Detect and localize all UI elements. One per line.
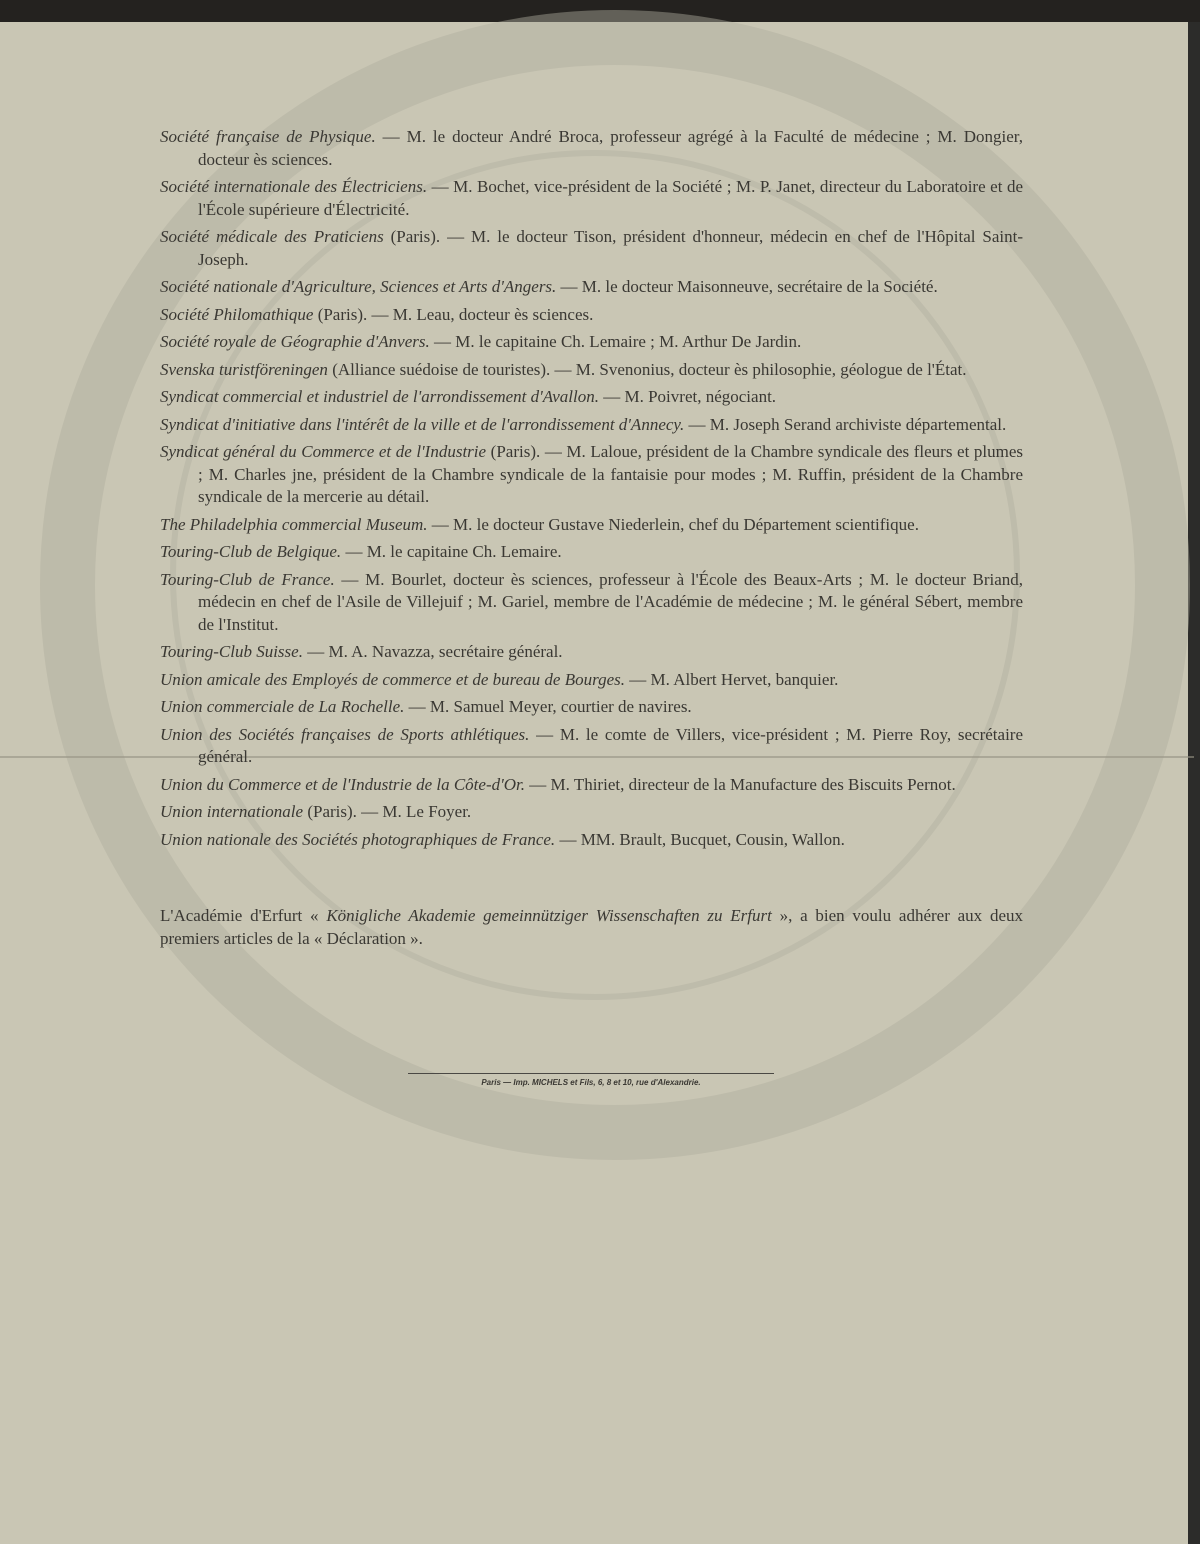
organization-name: Société royale de Géographie d'Anvers. (160, 332, 430, 351)
delegates-text: — M. A. Navazza, secrétaire général. (307, 642, 563, 661)
delegates-text: — M. Thiriet, directeur de la Manufacture des Biscuits Pernot. (529, 774, 956, 794)
list-item (160, 541, 1023, 564)
delegates-text: (Paris). — M. Leau, docteur ès sciences. (317, 304, 594, 324)
delegates-text: (Paris). — M. le docteur Tison, président d'honneur, médecin en chef de l'Hôpital Saint-Joseph. (198, 227, 1024, 269)
academy-name: Königliche Akademie gemeinnütziger Wissenschaften zu Erfurt (326, 906, 772, 925)
list-item (160, 304, 1023, 327)
member-list (160, 126, 1023, 950)
delegates-text: — M. Poivret, négociant. (603, 387, 777, 406)
delegates-text: — M. le capitaine Ch. Lemaire. (345, 542, 562, 561)
list-item (160, 359, 1023, 382)
list-item (160, 514, 1023, 537)
delegates-text: — M. Albert Hervet, banquier. (629, 669, 839, 689)
organization-name: Syndicat général du Commerce et de l'Industrie (160, 442, 487, 461)
list-item (160, 414, 1023, 437)
organization-name: Union commerciale de La Rochelle. (160, 697, 405, 716)
organization-name: Société Philomathique (160, 304, 314, 324)
organization-name: Svenska turistföreningen (160, 359, 328, 379)
list-item (160, 669, 1023, 692)
closing-text-end: », a bien voulu adhérer aux deux premiers articles de la « Déclaration ». (160, 906, 1023, 948)
delegates-text: — M. le comte de Villers, vice-président ; M. Pierre Roy, secrétaire général. (198, 724, 1023, 766)
organization-name: Touring-Club Suisse. (160, 642, 303, 661)
organization-name: Union nationale des Sociétés photographiques de France. (160, 829, 556, 849)
delegates-text: (Alliance suédoise de touristes). — M. Svenonius, docteur ès philosophie, géologue de l'État. (332, 359, 967, 379)
delegates-text: — M. le docteur Maisonneuve, secrétaire de la Société. (560, 277, 938, 296)
list-item (160, 126, 1023, 171)
list-item (160, 226, 1023, 271)
delegates-text: (Paris). — M. Laloue, président de la Chambre syndicale des fleurs et plumes ; M. Charles jne, président de la Chambre syndicale de la fantaisie pour modes ; M. Ruffin, président de la Chambre syndicale de la mercerie au détail. (198, 442, 1023, 506)
list-item (160, 386, 1023, 409)
organization-name: Société médicale des Praticiens (160, 227, 384, 246)
list-item (160, 176, 1023, 221)
closing-text-start: L'Académie d'Erfurt « (160, 906, 319, 925)
organization-name: Touring-Club de France. (160, 569, 335, 589)
list-item (160, 724, 1023, 769)
delegates-text: — M. Samuel Meyer, courtier de navires. (408, 697, 692, 716)
list-item (160, 696, 1023, 719)
list-item (160, 441, 1023, 509)
list-item (160, 829, 1023, 852)
organization-name: Union internationale (160, 802, 304, 821)
organization-name: Union des Sociétés françaises de Sports athlétiques. (160, 724, 530, 744)
delegates-text: — M. Bochet, vice-président de la Société ; M. P. Janet, directeur du Laboratoire et de l'École supérieure d'Électricité. (198, 177, 1024, 219)
delegates-text: (Paris). — M. Le Foyer. (307, 802, 472, 821)
footer-rule (408, 1073, 774, 1074)
printer-imprint: Paris — Imp. MICHELS et Fils, 6, 8 et 10, rue d'Alexandrie. (481, 1078, 701, 1087)
organization-name: Union du Commerce et de l'Industrie de la Côte-d'Or. (160, 774, 526, 794)
section-spacer (160, 856, 1023, 904)
delegates-text: — M. le docteur Gustave Niederlein, chef du Département scientifique. (431, 514, 919, 534)
list-item (160, 641, 1023, 664)
organization-name: Syndicat d'initiative dans l'intérêt de la ville et de l'arrondissement d'Annecy. (160, 414, 685, 434)
organization-name: Union amicale des Employés de commerce et de bureau de Bourges. (160, 669, 626, 689)
delegates-text: — MM. Brault, Bucquet, Cousin, Wallon. (559, 829, 845, 849)
organization-name: Société nationale d'Agriculture, Sciences et Arts d'Angers. (160, 277, 557, 296)
list-item (160, 276, 1023, 299)
delegates-text: — M. Joseph Serand archiviste départemental. (688, 414, 1007, 434)
organization-name: Syndicat commercial et industriel de l'arrondissement d'Avallon. (160, 387, 599, 406)
organization-name: Touring-Club de Belgique. (160, 542, 342, 561)
organization-name: The Philadelphia commercial Museum. (160, 514, 428, 534)
list-item (160, 774, 1023, 797)
organization-name: Société française de Physique. (160, 127, 376, 146)
delegates-text: — M. Bourlet, docteur ès sciences, professeur à l'École des Beaux-Arts ; M. le docteur Briand, médecin en chef de l'Asile de Villejuif ; M. Gariel, membre de l'Académie de médecine ; M. le général Sébert, membre de l'Institut. (198, 569, 1023, 634)
delegates-text: — M. le docteur André Broca, professeur agrégé à la Faculté de médecine ; M. Dongier, docteur ès sciences. (198, 127, 1024, 169)
delegates-text: — M. le capitaine Ch. Lemaire ; M. Arthur De Jardin. (433, 332, 802, 351)
list-item (160, 569, 1023, 637)
closing-paragraph (160, 904, 1023, 950)
list-item (160, 331, 1023, 354)
organization-name: Société internationale des Électriciens. (160, 177, 428, 196)
list-item (160, 801, 1023, 824)
